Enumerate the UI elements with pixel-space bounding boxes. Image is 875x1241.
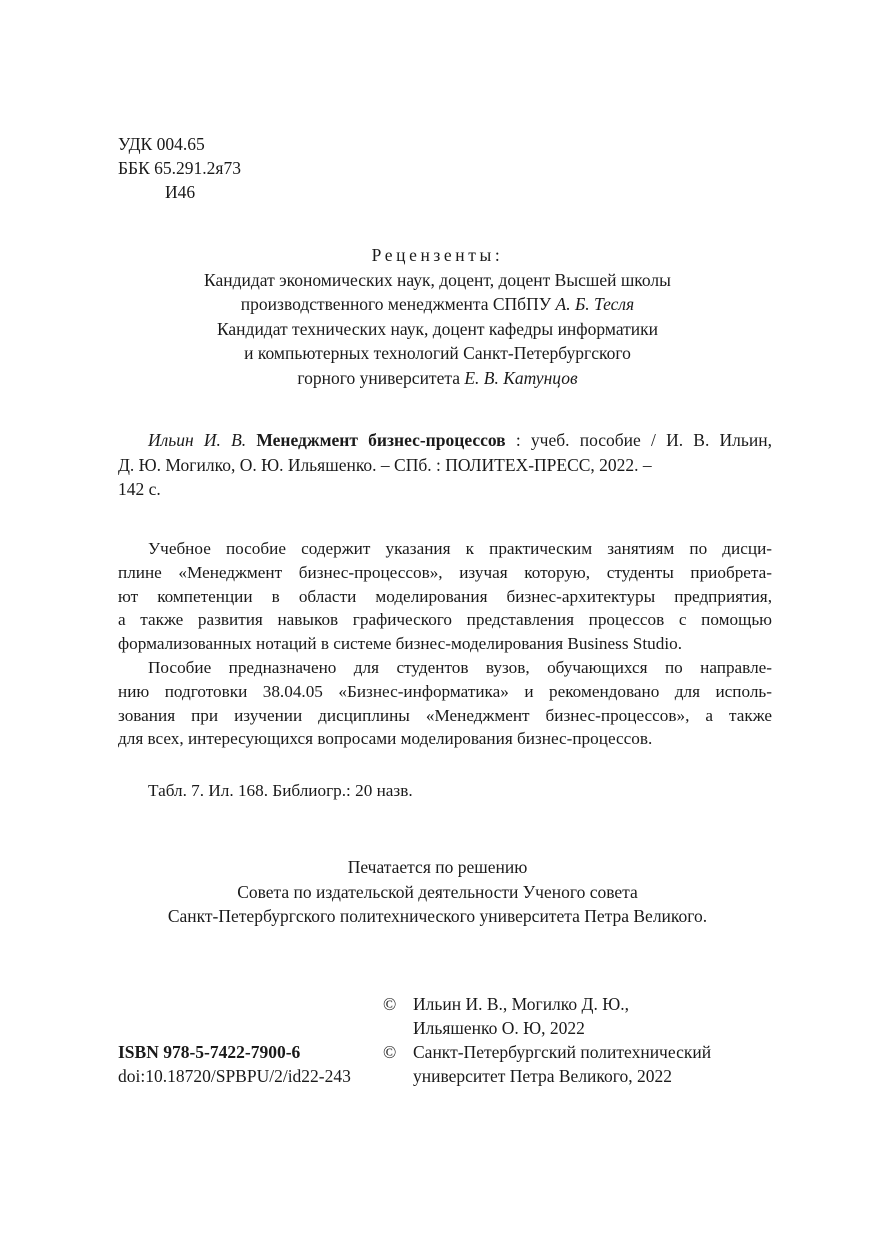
council-approval bbox=[0, 855, 875, 929]
abstract-p1-line: а также развития навыков графического представления процессов с помощью bbox=[118, 610, 772, 630]
biblio-line-1 bbox=[118, 428, 772, 453]
council-line-2: Совета по издательской деятельности Ученого совета bbox=[237, 881, 638, 902]
biblio-line-1-rest: : учеб. пособие / И. В. Ильин, bbox=[505, 430, 773, 450]
copyright-symbol: © bbox=[383, 994, 397, 1014]
identifiers bbox=[118, 1040, 351, 1088]
copyright-block bbox=[383, 992, 711, 1088]
biblio-line-3: 142 с. bbox=[118, 479, 161, 500]
abstract-p2-line: для всех, интересующихся вопросами моделирования бизнес-процессов. bbox=[118, 729, 653, 749]
reviewer-1-name: А. Б. Тесля bbox=[555, 294, 635, 315]
copyright-symbol: © bbox=[383, 1042, 397, 1062]
reviewer-1-line-1: Кандидат экономических наук, доцент, доцент Высшей школы bbox=[204, 269, 671, 290]
biblio-author: Ильин И. В. bbox=[148, 430, 247, 450]
reviewer-2-affiliation: горного университета bbox=[297, 367, 465, 388]
abstract-p2-line: зования при изучении дисциплины «Менеджмент бизнес-процессов», а также bbox=[118, 705, 772, 725]
copyright-authors-line-1 bbox=[383, 992, 711, 1016]
council-line-1: Печатается по решению bbox=[347, 857, 528, 877]
copyright-university: Санкт-Петербургский политехнический bbox=[413, 1042, 712, 1062]
copyright-authors: Ильин И. В., Могилко Д. Ю., bbox=[413, 994, 629, 1014]
doi: doi:10.18720/SPBPU/2/id22-243 bbox=[118, 1066, 351, 1086]
reviewer-2-line-3 bbox=[0, 366, 875, 391]
abstract-p1-line: ют компетенции в области моделирования бизнес-архитектуры предприятия, bbox=[118, 586, 772, 606]
reviewer-1-line-2 bbox=[0, 292, 875, 317]
abstract-p1-line: формализованных нотаций в системе бизнес-моделирования Business Studio. bbox=[118, 634, 682, 654]
author-mark: И46 bbox=[165, 182, 196, 202]
council-line-3: Санкт-Петербургского политехнического университета Петра Великого. bbox=[167, 906, 708, 927]
classification-codes bbox=[118, 132, 241, 204]
reviewer-2-line-2: и компьютерных технологий Санкт-Петербургского bbox=[244, 343, 631, 364]
copyright-authors-line-2: Ильяшенко О. Ю, 2022 bbox=[413, 1018, 585, 1038]
biblio-title: Менеджмент бизнес-процессов bbox=[256, 430, 506, 450]
biblio-line-2: Д. Ю. Могилко, О. Ю. Ильяшенко. – СПб. : ПОЛИТЕХ-ПРЕСС, 2022. – bbox=[118, 454, 652, 475]
bibliographic-record bbox=[118, 428, 772, 502]
abstract-p2-line: нию подготовки 38.04.05 «Бизнес-информатика» и рекомендовано для исполь- bbox=[118, 681, 772, 701]
abstract-p2-line: Пособие предназначено для студентов вузов, обучающихся по направле- bbox=[148, 657, 772, 677]
abstract bbox=[118, 537, 772, 751]
abstract-p1-line: Учебное пособие содержит указания к практическим занятиям по дисци- bbox=[148, 539, 772, 558]
copyright-university-line-2: университет Петра Великого, 2022 bbox=[413, 1066, 673, 1086]
reviewer-1-affiliation: производственного менеджмента СПбПУ bbox=[240, 294, 556, 315]
reviewers-heading: Рецензенты: bbox=[371, 245, 504, 265]
bbk-code: ББК 65.291.2я73 bbox=[118, 158, 241, 178]
udk-code: УДК 004.65 bbox=[118, 134, 205, 154]
isbn: ISBN 978-5-7422-7900-6 bbox=[118, 1042, 301, 1062]
abstract-p1-line: плине «Менеджмент бизнес-процессов», изучая которую, студенты приобрета- bbox=[118, 562, 772, 582]
copyright-university-line-1 bbox=[383, 1040, 711, 1064]
reviewers-block bbox=[0, 243, 875, 391]
reviewer-2-name: Е. В. Катунцов bbox=[464, 367, 578, 388]
reviewer-2-line-1: Кандидат технических наук, доцент кафедры информатики bbox=[216, 318, 659, 339]
publication-stats: Табл. 7. Ил. 168. Библиогр.: 20 назв. bbox=[148, 781, 413, 800]
